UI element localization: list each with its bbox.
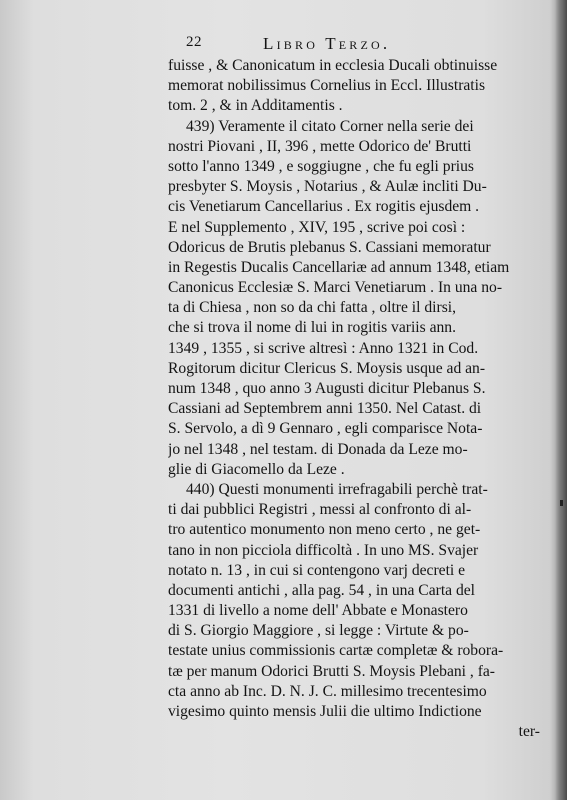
text-line: jo nel 1348 , nel testam. di Donada da Leze mo-	[168, 440, 468, 458]
text-line: cta anno ab Inc. D. N. J. C. millesimo trecentesimo	[168, 682, 487, 700]
running-header	[186, 34, 486, 56]
paragraph-start-440: 440) Questi monumenti irrefragabili perchè trat-	[186, 480, 488, 498]
text-line: cis Venetiarum Cancellarius . Ex rogitis ejusdem .	[168, 198, 480, 216]
running-title: Libro Terzo.	[263, 34, 391, 53]
text-line: nostri Piovani , II, 396 , mette Odorico de' Brutti	[168, 137, 472, 155]
text-line: ti dai pubblici Registri , messi al confronto di al-	[168, 501, 472, 519]
text-line: num 1348 , quo anno 3 Augusti dicitur Plebanus S.	[168, 380, 486, 397]
text-line: 1349 , 1355 , si scrive altresì : Anno 1321 in Cod.	[168, 339, 479, 357]
text-line: Odoricus de Brutis plebanus S. Cassiani memoratur	[168, 238, 491, 256]
text-line: tom. 2 , & in Additamentis .	[168, 97, 343, 115]
text-line: tro autentico monumento non meno certo , ne get-	[168, 521, 481, 539]
page-gutter-shadow	[555, 0, 567, 800]
text-line: glie di Giacomello da Leze .	[168, 460, 345, 478]
text-line: ta di Chiesa , non so da chi fatta , oltre il dirsi,	[168, 299, 456, 317]
text-line: documenti antichi , alla pag. 54 , in una Carta del	[168, 581, 476, 599]
text-line: E nel Supplemento , XIV, 195 , scrive poi così :	[168, 218, 466, 236]
paragraph-start-439: 439) Veramente il citato Corner nella serie dei	[186, 117, 474, 135]
page-number: 22	[186, 34, 202, 50]
text-line: notato n. 13 , in cui si contengono varj decreti e	[168, 561, 466, 579]
text-line: Canonicus Ecclesiæ S. Marci Venetiarum . In una no-	[168, 279, 503, 297]
text-line: Rogitorum dicitur Clericus S. Moysis usque ad an-	[168, 359, 486, 377]
text-line: S. Servolo, a dì 9 Gennaro , egli comparisce Nota-	[168, 420, 483, 438]
text-line: tæ per manum Odorici Brutti S. Moysis Plebani , fa-	[168, 662, 496, 680]
text-line: testate unius commissionis cartæ completæ & robora-	[168, 642, 504, 660]
body-text	[168, 56, 548, 742]
catchword: ter-	[518, 723, 540, 741]
text-line: tano in non picciola difficoltà . In uno MS. Svajer	[168, 541, 479, 559]
text-line: vigesimo quinto mensis Julii die ultimo Indictione	[168, 703, 482, 720]
text-line: che si trova il nome di lui in rogitis variis ann.	[168, 319, 457, 337]
text-line: 1331 di livello a nome dell' Abbate e Monastero	[168, 602, 468, 620]
text-line: sotto l'anno 1349 , e soggiugne , che fu egli prius	[168, 157, 474, 175]
text-line: memorat nobilissimus Cornelius in Eccl. Illustratis	[168, 77, 486, 95]
text-line: Cassiani ad Septembrem anni 1350. Nel Catast. di	[168, 400, 482, 418]
text-line: di S. Giorgio Maggiore , si legge : Virtute & po-	[168, 622, 469, 640]
text-line: presbyter S. Moysis , Notarius , & Aulæ incliti Du-	[168, 178, 487, 196]
text-line: in Regestis Ducalis Cancellariæ ad annum 1348, etiam	[168, 258, 510, 276]
margin-mark	[560, 500, 563, 506]
text-line: fuisse , & Canonicatum in ecclesia Ducali obtinuisse	[168, 57, 498, 74]
